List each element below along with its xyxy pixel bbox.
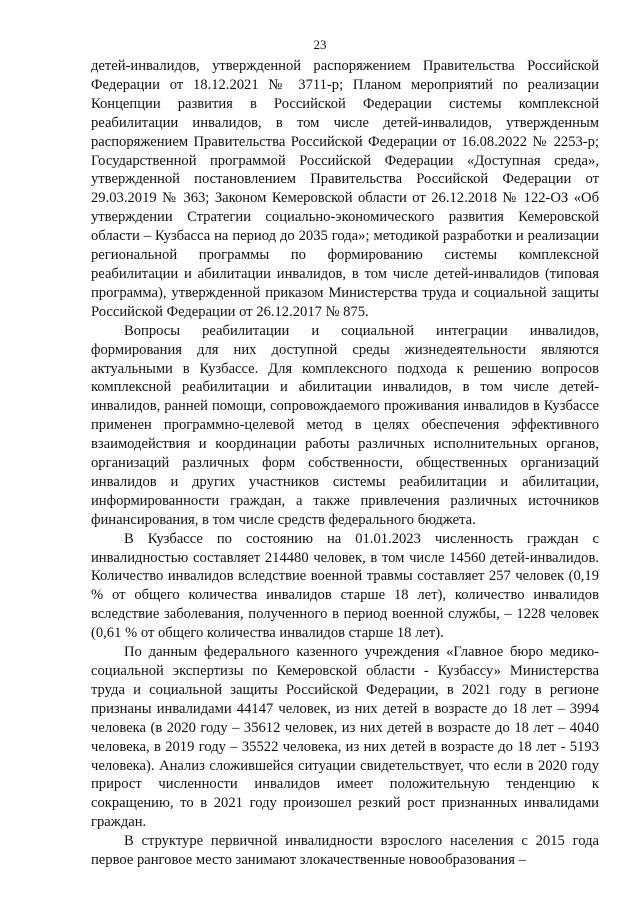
paragraph-disability-statistics: В Кузбассе по состоянию на 01.01.2023 численность граждан с инвалидностью составляет 214480 человек, в том числе 14560 детей-инвалидов. Количество инвалидов вследствие военной травмы составляет 257 человек (0,19 % от общего количества инвалидов старше 18 лет), количество инвалидов вследствие заболевания, полученного в период военной службы, – 1228 человек (0,61 % от общего количества инвалидов старше 18 лет). (91, 530, 599, 642)
paragraph-expertise-bureau-data: По данным федерального казенного учреждения «Главное бюро медико-социальной экспертизы по Кемеровской области - Кузбассу» Министерства труда и социальной защиты Российской Федерации, в 2021 году в регионе признаны инвалидами 44147 человек, из них детей в возрасте до 18 лет – 3994 человека (в 2020 году – 35612 человек, из них детей в возрасте до 18 лет – 4040 человека, в 2019 году – 35522 человека, из них детей в возрасте до 18 лет - 5193 человека). Анализ сложившейся ситуации свидетельствует, что если в 2020 году прирост численности инвалидов имеет положительную тенденцию к сокращению, то в 2021 году произошел резкий рост признанных инвалидами граждан. (91, 644, 599, 831)
paragraph-primary-disability-structure: В структуре первичной инвалидности взрослого населения с 2015 года первое ранговое место занимают злокачественные новообразования – (91, 833, 599, 869)
page-number: 23 (313, 37, 327, 52)
document-body (91, 57, 599, 870)
paragraph-rehabilitation-issues: Вопросы реабилитации и социальной интеграции инвалидов, формирования для них доступной среды жизнедеятельности являются актуальными в Кузбассе. Для комплексного подхода к решению вопросов комплексной реабилитации и абилитации инвалидов, в том числе детей-инвалидов, ранней помощи, сопровождаемого проживания инвалидов в Кузбассе применен программно-целевой метод в целях обеспечения эффективного взаимодействия и координации работы различных исполнительных органов, организаций различных форм собственности, общественных организаций инвалидов и других участников системы реабилитации и абилитации, информированности граждан, а также привлечения различных источников финансирования, в том числе средств федерального бюджета. (91, 322, 599, 528)
paragraph-legal-basis: детей-инвалидов, утвержденной распоряжением Правительства Российской Федерации от 18.12.2021 № 3711-р; Планом мероприятий по реализации Концепции развития в Российской Федерации системы комплексной реабилитации инвалидов, в том числе детей-инвалидов, утвержденным распоряжением Правительства Российской Федерации от 16.08.2022 № 2253-р; Государственной программой Российской Федерации «Доступная среда», утвержденной постановлением Правительства Российской Федерации от 29.03.2019 № 363; Законом Кемеровской области от 26.12.2018 № 122-ОЗ «Об утверждении Стратегии социально-экономического развития Кемеровской области – Кузбасса на период до 2035 года»; методикой разработки и реализации региональной программы по формированию системы комплексной реабилитации и абилитации инвалидов, в том числе детей-инвалидов (типовая программа), утвержденной приказом Министерства труда и социальной защиты Российской Федерации от 26.12.2017 № 875. (91, 58, 599, 320)
